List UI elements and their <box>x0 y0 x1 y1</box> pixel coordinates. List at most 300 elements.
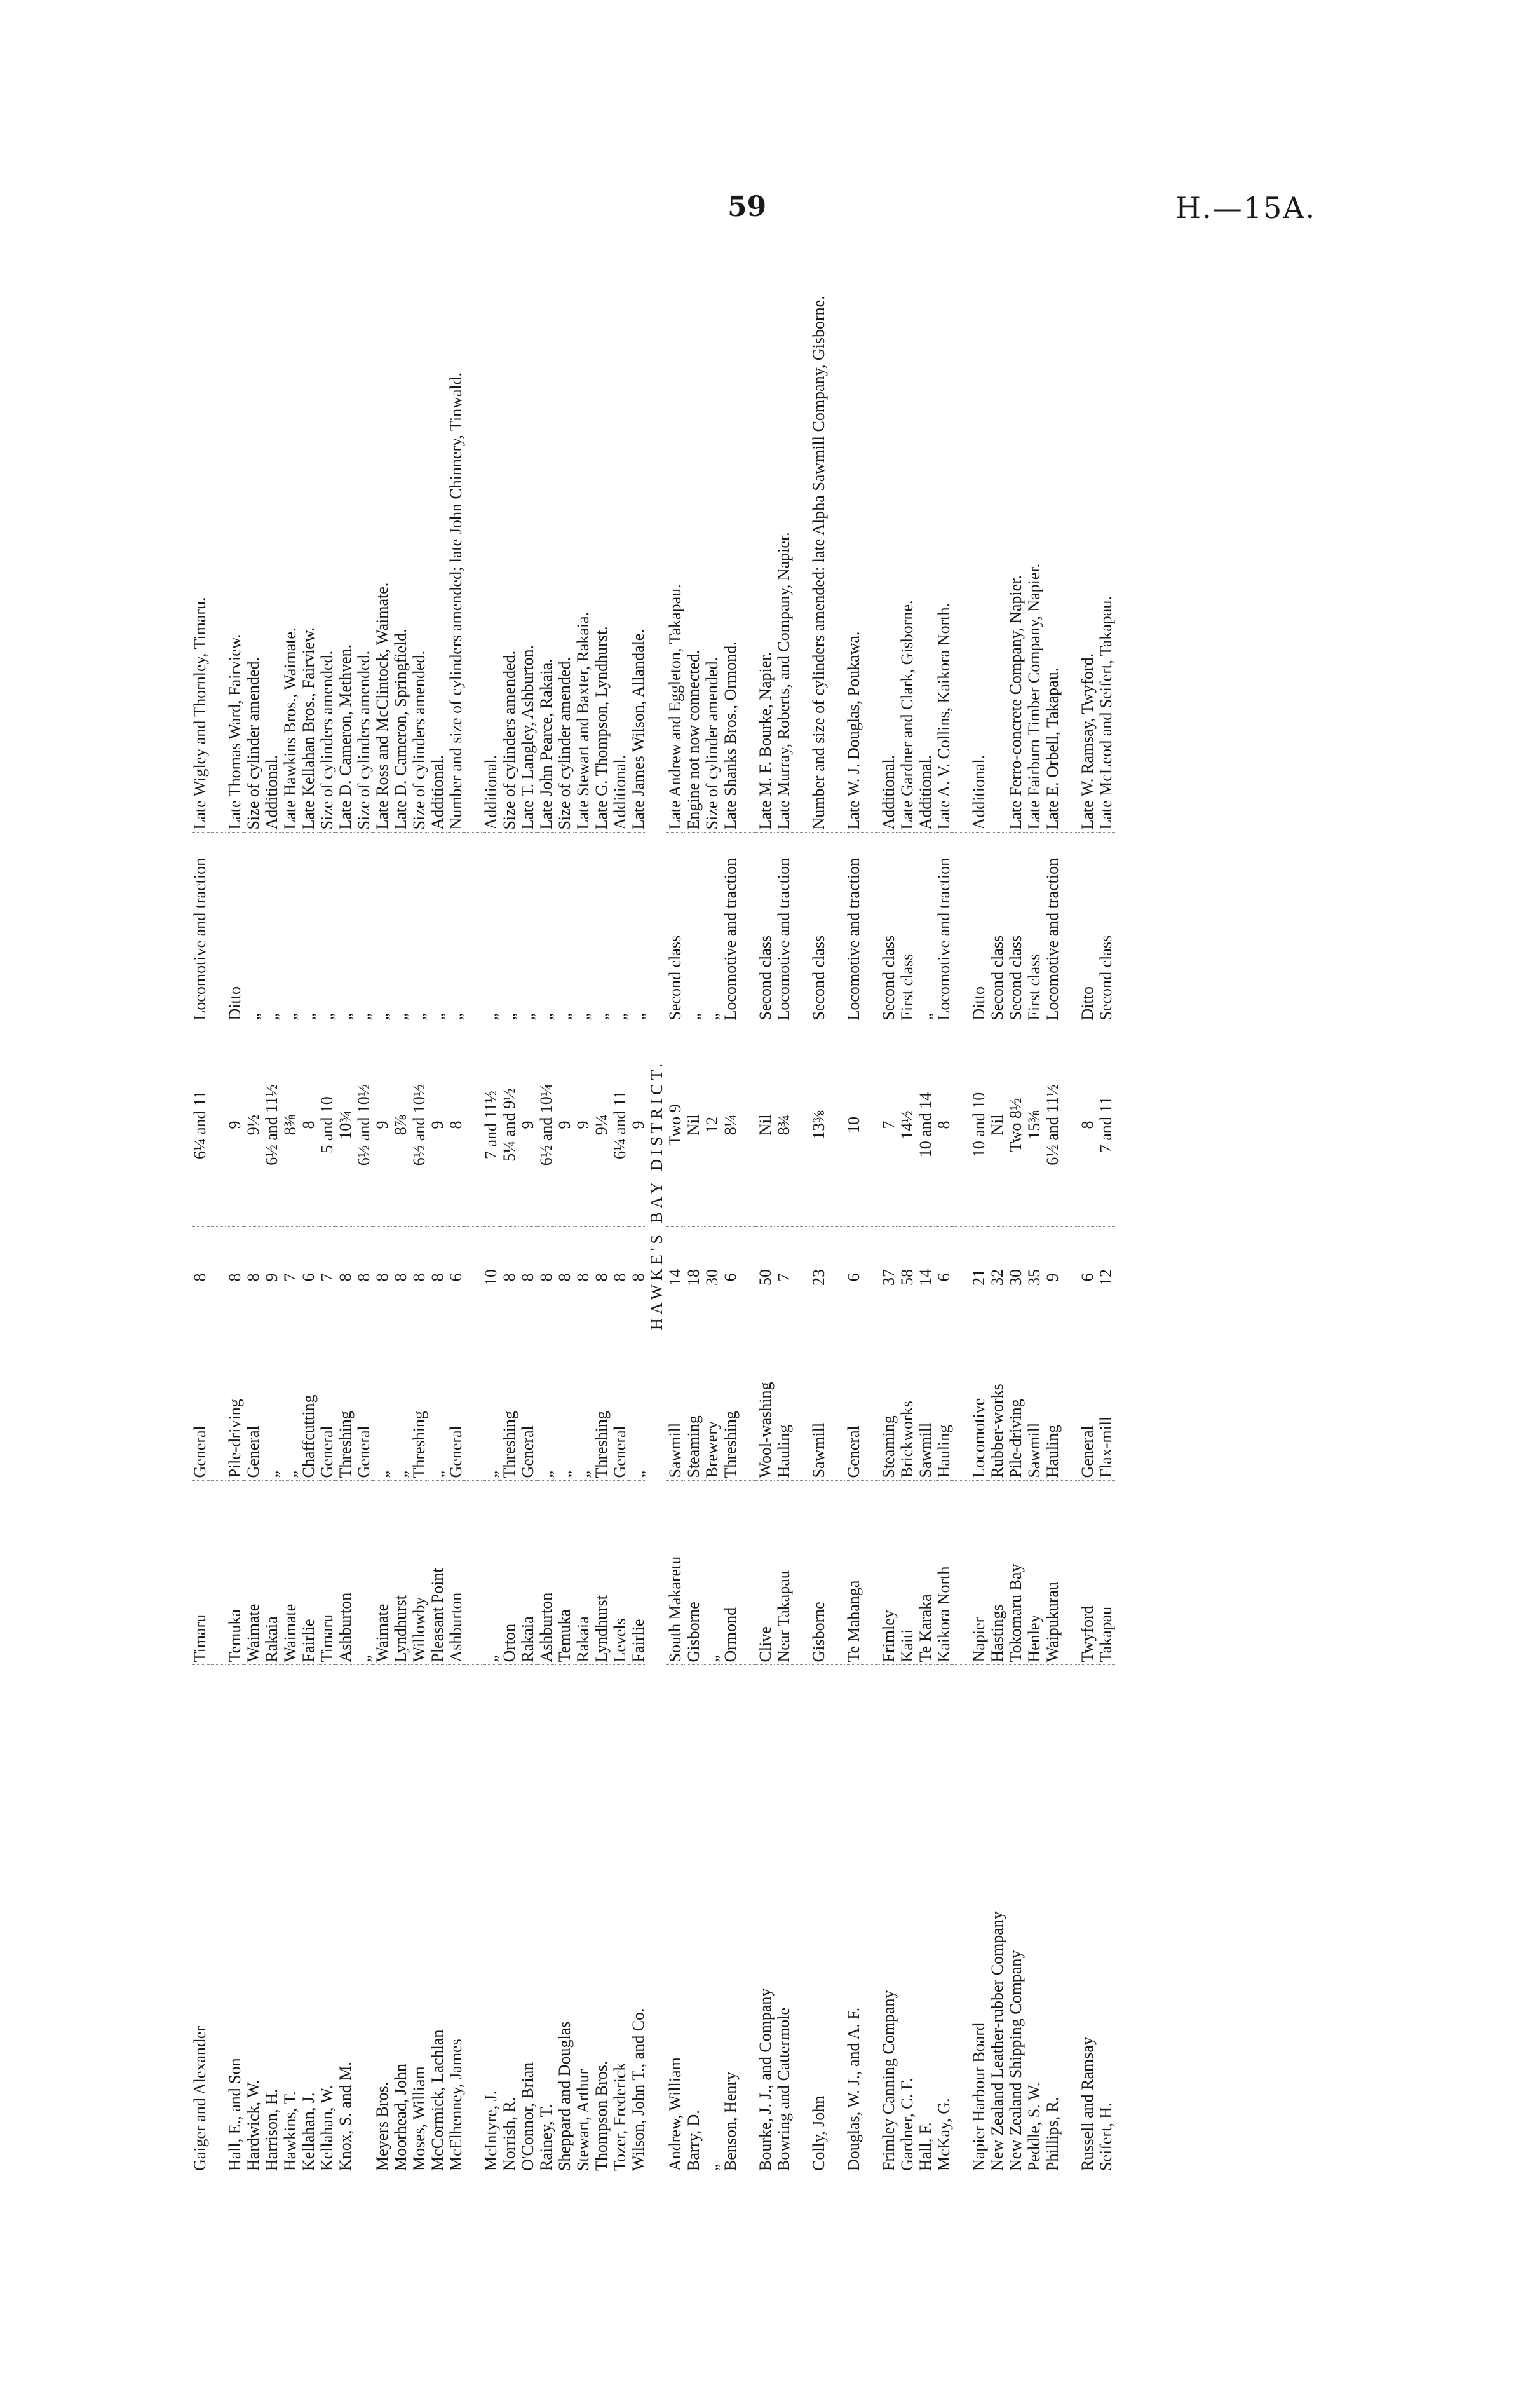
remarks-cell: Late Murray, Roberts, and Company, Napier. <box>775 216 793 833</box>
remarks-cell: Late Ferro-concrete Company, Napier. <box>1006 216 1025 833</box>
purpose-cell: Steaming <box>684 1328 703 1481</box>
place-cell: Waimate <box>244 1481 262 1665</box>
remarks-cell: Late Ross and McClintock, Waimate. <box>373 216 391 833</box>
class-cell: Ditto <box>970 833 988 1023</box>
place-cell: Henley <box>1025 1481 1043 1665</box>
cyl-cell: 10 <box>844 1023 863 1227</box>
canterbury-rows <box>191 216 647 2173</box>
class-cell: „ <box>318 833 336 1023</box>
purpose-cell: Threshing <box>336 1328 355 1481</box>
hp-cell: 8 <box>518 1227 537 1328</box>
place-cell: Te Mahanga <box>844 1481 863 1665</box>
table-row <box>318 216 336 2173</box>
purpose-cell: Steaming <box>879 1328 898 1481</box>
remarks-cell: Late W. J. Douglas, Poukawa. <box>844 216 863 833</box>
place-cell: Fairlie <box>629 1481 647 1665</box>
table-row <box>209 216 226 2173</box>
class-cell: Locomotive and traction <box>721 833 740 1023</box>
owner-cell: Wilson, John T., and Co. <box>629 2008 647 2171</box>
table-row <box>336 216 355 2173</box>
owner-cell: McIntyre, J. <box>482 2090 500 2171</box>
remarks-cell: Size of cylinders amended. <box>410 216 428 833</box>
place-cell <box>465 1481 482 1665</box>
hp-cell: 9 <box>1043 1227 1062 1328</box>
hp-cell <box>863 1227 879 1328</box>
owner-cell <box>863 1665 879 2173</box>
owner-cell: Hall, E., and Son <box>226 2058 244 2171</box>
owner-cell: Kellahan, W. <box>318 2085 336 2171</box>
owner-cell: O'Connor, Brian <box>518 2062 537 2171</box>
cyl-cell: 6½ and 10¼ <box>537 1023 555 1227</box>
place-cell: Ormond <box>721 1481 740 1665</box>
class-cell <box>465 833 482 1023</box>
purpose-cell <box>863 1328 879 1481</box>
cyl-cell: 10¾ <box>336 1023 355 1227</box>
remarks-cell: Late Wigley and Thornley, Timaru. <box>191 216 209 833</box>
cyl-cell <box>740 1023 756 1227</box>
table-row <box>391 216 410 2173</box>
purpose-cell: „ <box>482 1328 500 1481</box>
place-cell: Waipukurau <box>1043 1481 1062 1665</box>
table-row <box>191 216 209 2173</box>
place-cell: Lyndhurst <box>592 1481 611 1665</box>
hp-cell: 32 <box>988 1227 1006 1328</box>
remarks-cell: Additional. <box>879 216 898 833</box>
remarks-cell <box>988 216 1006 833</box>
table-row <box>1062 216 1078 2173</box>
purpose-cell: Threshing <box>500 1328 518 1481</box>
hp-cell: 8 <box>373 1227 391 1328</box>
cyl-cell: 8 <box>299 1023 318 1227</box>
owner-cell: „ <box>703 2163 721 2171</box>
table-row <box>1043 216 1062 2173</box>
table-row <box>629 216 647 2173</box>
hp-cell: 6 <box>721 1227 740 1328</box>
remarks-cell: Late McLeod and Seifert, Takapau. <box>1097 216 1115 833</box>
hp-cell: 10 <box>482 1227 500 1328</box>
remarks-cell <box>465 216 482 833</box>
remarks-cell: Additional. <box>428 216 447 833</box>
purpose-cell: General <box>191 1328 209 1481</box>
cyl-cell: Nil <box>988 1023 1006 1227</box>
place-cell: Frimley <box>879 1481 898 1665</box>
place-cell: Ashburton <box>447 1481 465 1665</box>
hp-cell: 50 <box>756 1227 775 1328</box>
class-cell: „ <box>373 833 391 1023</box>
owner-cell: Phillips, R. <box>1043 2097 1062 2171</box>
remarks-cell: Size of cylinder amended. <box>555 216 574 833</box>
purpose-cell: General <box>1078 1328 1097 1481</box>
hp-cell: 6 <box>935 1227 953 1328</box>
class-cell: „ <box>574 833 592 1023</box>
purpose-cell: „ <box>537 1328 555 1481</box>
place-cell: „ <box>482 1481 500 1665</box>
class-cell: First class <box>898 833 916 1023</box>
table-row <box>226 216 244 2173</box>
cyl-cell: Two 8½ <box>1006 1023 1025 1227</box>
cyl-cell: 9 <box>574 1023 592 1227</box>
purpose-cell: Flax-mill <box>1097 1328 1115 1481</box>
class-cell: Locomotive and traction <box>191 833 209 1023</box>
hp-cell: 12 <box>1097 1227 1115 1328</box>
remarks-cell <box>863 216 879 833</box>
class-cell: Second class <box>809 833 828 1023</box>
cyl-cell: 7 and 11½ <box>482 1023 500 1227</box>
purpose-cell: „ <box>281 1328 299 1481</box>
cyl-cell: 9 <box>226 1023 244 1227</box>
owner-cell: Benson, Henry <box>721 2072 740 2171</box>
cyl-cell: 10 and 10 <box>970 1023 988 1227</box>
place-cell: Gisborne <box>809 1481 828 1665</box>
table-row <box>684 216 703 2173</box>
place-cell: Waimate <box>281 1481 299 1665</box>
cyl-cell: 9¼ <box>592 1023 611 1227</box>
class-cell <box>953 833 970 1023</box>
hp-cell: 8 <box>410 1227 428 1328</box>
remarks-cell: Late D. Cameron, Springfield. <box>391 216 410 833</box>
hp-cell <box>209 1227 226 1328</box>
purpose-cell: Hauling <box>775 1328 793 1481</box>
class-cell: „ <box>611 833 629 1023</box>
table-row <box>537 216 555 2173</box>
hp-cell: 37 <box>879 1227 898 1328</box>
cyl-cell: 6¼ and 11 <box>191 1023 209 1227</box>
hp-cell: 7 <box>281 1227 299 1328</box>
place-cell: Kaiti <box>898 1481 916 1665</box>
cyl-cell: 6½ and 11½ <box>1043 1023 1062 1227</box>
place-cell: Clive <box>756 1481 775 1665</box>
owner-cell <box>1062 1665 1078 2173</box>
hp-cell: 6 <box>299 1227 318 1328</box>
place-cell: Te Karaka <box>916 1481 935 1665</box>
owner-cell: Sheppard and Douglas <box>555 2021 574 2171</box>
cyl-cell: 9 <box>373 1023 391 1227</box>
remarks-cell <box>1062 216 1078 833</box>
cyl-cell <box>1062 1023 1078 1227</box>
cyl-cell: 14½ <box>898 1023 916 1227</box>
cyl-cell: Two 9 <box>666 1023 684 1227</box>
owner-cell: Moorhead, John <box>391 2064 410 2171</box>
owner-cell: Bourke, J. J., and Company <box>756 1988 775 2171</box>
place-cell <box>953 1481 970 1665</box>
remarks-cell: Late E. Orbell, Takapau. <box>1043 216 1062 833</box>
cyl-cell: 8¾ <box>775 1023 793 1227</box>
table-row <box>262 216 281 2173</box>
place-cell: South Makaretu <box>666 1481 684 1665</box>
place-cell <box>1062 1481 1078 1665</box>
remarks-cell: Late James Wilson, Allandale. <box>629 216 647 833</box>
cyl-cell: 5 and 10 <box>318 1023 336 1227</box>
place-cell <box>740 1481 756 1665</box>
owner-cell: Stewart, Arthur <box>574 2069 592 2171</box>
purpose-cell: „ <box>428 1328 447 1481</box>
hp-cell: 8 <box>355 1227 373 1328</box>
class-cell: „ <box>447 833 465 1023</box>
owner-cell: Seifert, H. <box>1097 2102 1115 2171</box>
class-cell: „ <box>262 833 281 1023</box>
owner-cell: Harrison, H. <box>262 2088 281 2171</box>
purpose-cell: „ <box>391 1328 410 1481</box>
cyl-cell: 9 <box>518 1023 537 1227</box>
cyl-cell: 13⅜ <box>809 1023 828 1227</box>
owner-cell: Rainey, T. <box>537 2104 555 2171</box>
table-row <box>555 216 574 2173</box>
remarks-cell: Size of cylinders amended. <box>355 216 373 833</box>
boiler-register-table <box>191 216 1115 2173</box>
place-cell: Rakaia <box>518 1481 537 1665</box>
class-cell: Second class <box>756 833 775 1023</box>
remarks-cell <box>953 216 970 833</box>
remarks-cell: Size of cylinder amended. <box>244 216 262 833</box>
purpose-cell: General <box>844 1328 863 1481</box>
place-cell: Timaru <box>191 1481 209 1665</box>
owner-cell: McElhenney, James <box>447 2039 465 2171</box>
hp-cell: 6 <box>844 1227 863 1328</box>
owner-cell: Moses, William <box>410 2066 428 2171</box>
class-cell: „ <box>537 833 555 1023</box>
table-row <box>410 216 428 2173</box>
cyl-cell: 6¼ and 11 <box>611 1023 629 1227</box>
cyl-cell: 8 <box>935 1023 953 1227</box>
class-cell <box>209 833 226 1023</box>
place-cell: Gisborne <box>684 1481 703 1665</box>
hp-cell: 7 <box>318 1227 336 1328</box>
district-heading: HAWKE'S BAY DISTRICT. <box>647 1059 666 1330</box>
cyl-cell <box>863 1023 879 1227</box>
class-cell: „ <box>916 833 935 1023</box>
remarks-cell: Late Fairburn Timber Company, Napier. <box>1025 216 1043 833</box>
class-cell: „ <box>555 833 574 1023</box>
table-row <box>809 216 828 2173</box>
hp-cell: 14 <box>916 1227 935 1328</box>
table-row <box>721 216 740 2173</box>
cyl-cell: 8⅜ <box>281 1023 299 1227</box>
cyl-cell <box>793 1023 809 1227</box>
remarks-cell: Late T. Langley, Ashburton. <box>518 216 537 833</box>
cyl-cell: 7 and 11 <box>1097 1023 1115 1227</box>
purpose-cell: General <box>447 1328 465 1481</box>
place-cell: Kaikora North <box>935 1481 953 1665</box>
hp-cell: 58 <box>898 1227 916 1328</box>
remarks-cell <box>828 216 844 833</box>
place-cell: Tokomaru Bay <box>1006 1481 1025 1665</box>
hp-cell: 14 <box>666 1227 684 1328</box>
purpose-cell: „ <box>574 1328 592 1481</box>
cyl-cell: 12 <box>703 1023 721 1227</box>
class-cell: „ <box>336 833 355 1023</box>
place-cell <box>863 1481 879 1665</box>
table-row <box>916 216 935 2173</box>
place-cell <box>828 1481 844 1665</box>
remarks-cell: Size of cylinder amended. <box>703 216 721 833</box>
purpose-cell: General <box>518 1328 537 1481</box>
remarks-cell: Late John Pearce, Rakaia. <box>537 216 555 833</box>
place-cell: Levels <box>611 1481 629 1665</box>
class-cell: Locomotive and traction <box>935 833 953 1023</box>
hp-cell: 8 <box>592 1227 611 1328</box>
remarks-cell <box>793 216 809 833</box>
cyl-cell: 9½ <box>244 1023 262 1227</box>
hp-cell <box>1062 1227 1078 1328</box>
purpose-cell <box>465 1328 482 1481</box>
hp-cell: 8 <box>629 1227 647 1328</box>
place-cell <box>209 1481 226 1665</box>
remarks-cell: Engine not now connected. <box>684 216 703 833</box>
cyl-cell: 9 <box>555 1023 574 1227</box>
class-cell: „ <box>244 833 262 1023</box>
owner-cell: Gardner, C. F. <box>898 2078 916 2171</box>
purpose-cell: Hauling <box>935 1328 953 1481</box>
cyl-cell: 15⅜ <box>1025 1023 1043 1227</box>
purpose-cell <box>209 1328 226 1481</box>
table-row <box>953 216 970 2173</box>
hp-cell: 30 <box>703 1227 721 1328</box>
cyl-cell: 6½ and 10½ <box>410 1023 428 1227</box>
remarks-cell <box>740 216 756 833</box>
hp-cell: 7 <box>775 1227 793 1328</box>
remarks-cell: Additional. <box>611 216 629 833</box>
place-cell: Near Takapau <box>775 1481 793 1665</box>
purpose-cell: Locomotive <box>970 1328 988 1481</box>
owner-cell: McKay, G. <box>935 2098 953 2171</box>
owner-cell: Napier Harbour Board <box>970 2022 988 2171</box>
hp-cell <box>465 1227 482 1328</box>
place-cell: Lyndhurst <box>391 1481 410 1665</box>
hp-cell <box>828 1227 844 1328</box>
owner-cell: Thompson Bros. <box>592 2060 611 2171</box>
table-row <box>244 216 262 2173</box>
remarks-cell: Number and size of cylinders amended: late Alpha Sawmill Company, Gisborne. <box>809 216 828 833</box>
purpose-cell: General <box>611 1328 629 1481</box>
owner-cell: New Zealand Leather-rubber Company <box>988 1911 1006 2171</box>
class-cell: „ <box>518 833 537 1023</box>
remarks-cell: Additional. <box>482 216 500 833</box>
hp-cell: 21 <box>970 1227 988 1328</box>
hp-cell: 8 <box>191 1227 209 1328</box>
cyl-cell: Nil <box>684 1023 703 1227</box>
place-cell: Willowby <box>410 1481 428 1665</box>
owner-cell <box>740 1665 756 2173</box>
class-cell: „ <box>629 833 647 1023</box>
table-row <box>1097 216 1115 2173</box>
purpose-cell: Threshing <box>721 1328 740 1481</box>
place-cell: Temuka <box>555 1481 574 1665</box>
purpose-cell <box>1062 1328 1078 1481</box>
hp-cell <box>793 1227 809 1328</box>
table-row <box>592 216 611 2173</box>
remarks-cell: Additional. <box>262 216 281 833</box>
owner-cell: Gaiger and Alexander <box>191 2025 209 2171</box>
owner-cell: Knox, S. and M. <box>336 2062 355 2171</box>
owner-cell <box>355 1665 373 2173</box>
remarks-cell: Late Andrew and Eggleton, Takapau. <box>666 216 684 833</box>
remarks-cell: Late Thomas Ward, Fairview. <box>226 216 244 833</box>
table-row <box>988 216 1006 2173</box>
owner-cell: Colly, John <box>809 2095 828 2171</box>
purpose-cell: Sawmill <box>1025 1328 1043 1481</box>
hawkes-bay-rows <box>666 216 1115 2173</box>
purpose-cell: „ <box>373 1328 391 1481</box>
hp-cell: 8 <box>336 1227 355 1328</box>
owner-cell: Norrish, R. <box>500 2097 518 2171</box>
remarks-cell: Late Shanks Bros., Ormond. <box>721 216 740 833</box>
table-row <box>793 216 809 2173</box>
table-row <box>1006 216 1025 2173</box>
class-cell <box>863 833 879 1023</box>
owner-cell: Hawkins, T. <box>281 2091 299 2171</box>
owner-cell: Frimley Canning Company <box>879 1990 898 2171</box>
owner-cell: Hardwick, W. <box>244 2079 262 2171</box>
owner-cell: Tozer, Frederick <box>611 2062 629 2171</box>
class-cell: Second class <box>1006 833 1025 1023</box>
remarks-cell: Late M. F. Bourke, Napier. <box>756 216 775 833</box>
owner-cell <box>828 1665 844 2173</box>
class-cell: „ <box>428 833 447 1023</box>
remarks-cell <box>209 216 226 833</box>
cyl-cell: 7 <box>879 1023 898 1227</box>
page-number: 59 <box>728 191 767 223</box>
place-cell: Twyford <box>1078 1481 1097 1665</box>
purpose-cell <box>828 1328 844 1481</box>
class-cell: „ <box>592 833 611 1023</box>
table-row <box>703 216 721 2173</box>
purpose-cell: Threshing <box>410 1328 428 1481</box>
place-cell: Hastings <box>988 1481 1006 1665</box>
place-cell: Fairlie <box>299 1481 318 1665</box>
class-cell: „ <box>281 833 299 1023</box>
hp-cell: 6 <box>1078 1227 1097 1328</box>
table-row <box>666 216 684 2173</box>
remarks-cell: Number and size of cylinders amended; late John Chinnery, Tinwald. <box>447 216 465 833</box>
hp-cell: 23 <box>809 1227 828 1328</box>
place-cell: „ <box>703 1481 721 1665</box>
hp-cell: 35 <box>1025 1227 1043 1328</box>
owner-cell: Douglas, W. J., and A. F. <box>844 2007 863 2171</box>
cyl-cell: Nil <box>756 1023 775 1227</box>
class-cell: Second class <box>879 833 898 1023</box>
remarks-cell: Late A. V. Collins, Kaikora North. <box>935 216 953 833</box>
table-row <box>756 216 775 2173</box>
class-cell: Ditto <box>226 833 244 1023</box>
table-row <box>863 216 879 2173</box>
table-row <box>428 216 447 2173</box>
owner-cell: Peddle, S. W. <box>1025 2082 1043 2171</box>
cyl-cell: 8 <box>447 1023 465 1227</box>
purpose-cell: General <box>244 1328 262 1481</box>
cyl-cell <box>465 1023 482 1227</box>
class-cell: Locomotive and traction <box>775 833 793 1023</box>
class-cell: Second class <box>988 833 1006 1023</box>
purpose-cell <box>740 1328 756 1481</box>
table-row <box>935 216 953 2173</box>
cyl-cell: 9 <box>428 1023 447 1227</box>
cyl-cell: 8 <box>1078 1023 1097 1227</box>
table-row <box>465 216 482 2173</box>
purpose-cell: Sawmill <box>666 1328 684 1481</box>
purpose-cell: Brickworks <box>898 1328 916 1481</box>
purpose-cell: General <box>318 1328 336 1481</box>
place-cell: Orton <box>500 1481 518 1665</box>
owner-cell: Meyers Bros. <box>373 2081 391 2171</box>
hp-cell <box>740 1227 756 1328</box>
remarks-cell: Late D. Cameron, Methven. <box>336 216 355 833</box>
owner-cell: Bowring and Cattermole <box>775 2007 793 2171</box>
table-row <box>1025 216 1043 2173</box>
hp-cell: 18 <box>684 1227 703 1328</box>
class-cell <box>1062 833 1078 1023</box>
purpose-cell: Brewery <box>703 1328 721 1481</box>
class-cell: Second class <box>666 833 684 1023</box>
